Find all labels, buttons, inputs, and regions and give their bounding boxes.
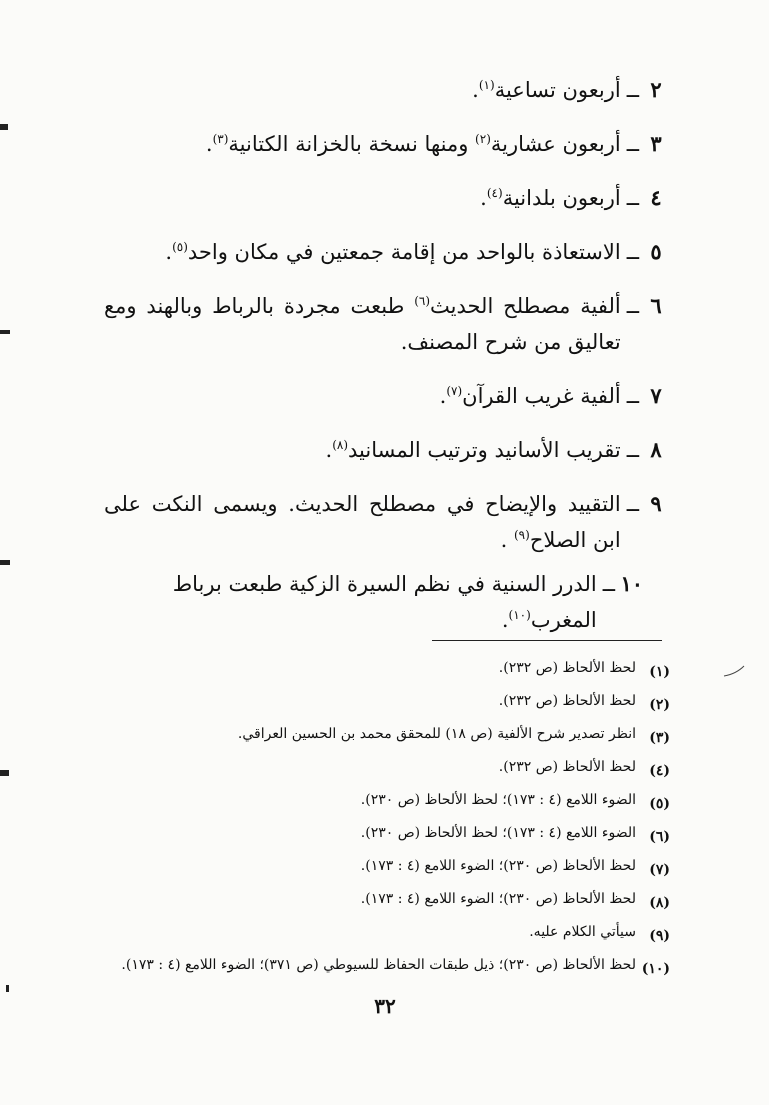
item-dash: ــ [626,384,639,408]
item-text: ألفية مصطلح الحديث$^{(٦)}$ طبعت مجردة بالرباط وبالهند ومع تعاليق من شرح المصنف. [104,294,621,354]
footnote-text: الضوء اللامع (٤ : ١٧٣)؛ لحظ الألحاظ (ص ٢٣٠). [360,825,636,841]
item-dash: ــ [602,572,615,596]
list-item [104,234,667,270]
footnote-number: (٦) [649,829,670,845]
list-item [104,180,667,216]
item-number: ٩ [650,491,662,516]
footnotes [110,654,670,984]
item-text: التقييد والإيضاح في مصطلح الحديث. ويسمى النكت على ابن الصلاح$^{(٩)}$ . [104,492,621,552]
footnote-number: (٨) [649,895,670,911]
list-item [104,126,667,162]
footnote-number: (٧) [649,862,670,878]
footnote-number: (١) [649,664,670,680]
item-number: ٨ [650,437,662,462]
item-text: تقريب الأسانيد وترتيب المسانيد$^{(٨)}$. [325,438,621,462]
footnote-text: لحظ الألحاظ (ص ٢٣٢). [498,759,636,775]
item-dash: ــ [626,492,639,516]
footnote [110,720,670,753]
item-number: ٧ [650,383,662,408]
item-text: ألفية غريب القرآن$^{(٧)}$. [439,384,621,408]
footnote-text: لحظ الألحاظ (ص ٢٣٢). [498,660,636,676]
list-item [104,72,667,108]
footnote-number: (٥) [649,796,670,812]
footnote [110,951,670,984]
scan-mark [0,770,9,776]
footnote-number: (١٠) [641,961,670,977]
scan-mark [0,330,10,334]
footnote-number: (٢) [649,697,670,713]
item-number: ١٠ [620,571,643,596]
footnote-number: (٩) [649,928,670,944]
scan-mark [0,124,8,130]
item-dash: ــ [626,438,639,462]
footnote-text: الضوء اللامع (٤ : ١٧٣)؛ لحظ الألحاظ (ص ٢٣٠). [360,792,636,808]
item-text: الدرر السنية في نظم السيرة الزكية طبعت برباط المغرب$^{(١٠)}$. [172,572,597,632]
footnote [110,687,670,720]
item-dash: ــ [626,78,639,102]
list-item [104,288,667,360]
item-text: أربعون عشارية$^{(٢)}$ ومنها نسخة بالخزانة الكتانية$^{(٣)}$. [205,132,621,156]
item-text: الاستعاذة بالواحد من إقامة جمعتين في مكان واحد$^{(٥)}$. [165,240,621,264]
footnote [110,885,670,918]
footnote-text: لحظ الألحاظ (ص ٢٣٠)؛ الضوء اللامع (٤ : ١٧٣). [360,858,636,874]
pen-stroke-mark [722,664,746,678]
item-text: أربعون تساعية$^{(١)}$. [472,78,621,102]
footnote-number: (٣) [649,730,670,746]
footnote-text: لحظ الألحاظ (ص ٢٣٠)؛ الضوء اللامع (٤ : ١٧٣). [360,891,636,907]
footnote-number: (٤) [649,763,670,779]
item-number: ٣ [650,131,662,156]
page-number: ٣٢ [374,994,396,1018]
footnote-text: سيأتي الكلام عليه. [529,924,636,940]
item-number: ٦ [650,293,662,318]
footnote-text: لحظ الألحاظ (ص ٢٣٠)؛ ذيل طبقات الحفاظ للسيوطي (ص ٣٧١)؛ الضوء اللامع (٤ : ١٧٣). [121,957,636,973]
list-item [104,432,667,468]
footnote [110,654,670,687]
item-number: ٤ [650,185,662,210]
footnote [110,786,670,819]
scan-mark [0,560,10,565]
works-list [104,72,667,638]
list-item [104,378,667,414]
footnote [110,819,670,852]
scan-mark [6,985,9,992]
item-number: ٢ [650,77,662,102]
item-dash: ــ [626,132,639,156]
footnote [110,852,670,885]
footnote-text: لحظ الألحاظ (ص ٢٣٢). [498,693,636,709]
footnote-text: انظر تصدير شرح الألفية (ص ١٨) للمحقق محمد بن الحسين العراقي. [237,726,636,742]
list-item [104,566,643,638]
item-dash: ــ [626,294,639,318]
item-text: أربعون بلدانية$^{(٤)}$. [480,186,621,210]
list-item [104,486,667,558]
item-dash: ــ [626,186,639,210]
footnote-separator [432,640,662,641]
footnote [110,918,670,951]
item-number: ٥ [650,239,662,264]
footnote [110,753,670,786]
item-dash: ــ [626,240,639,264]
